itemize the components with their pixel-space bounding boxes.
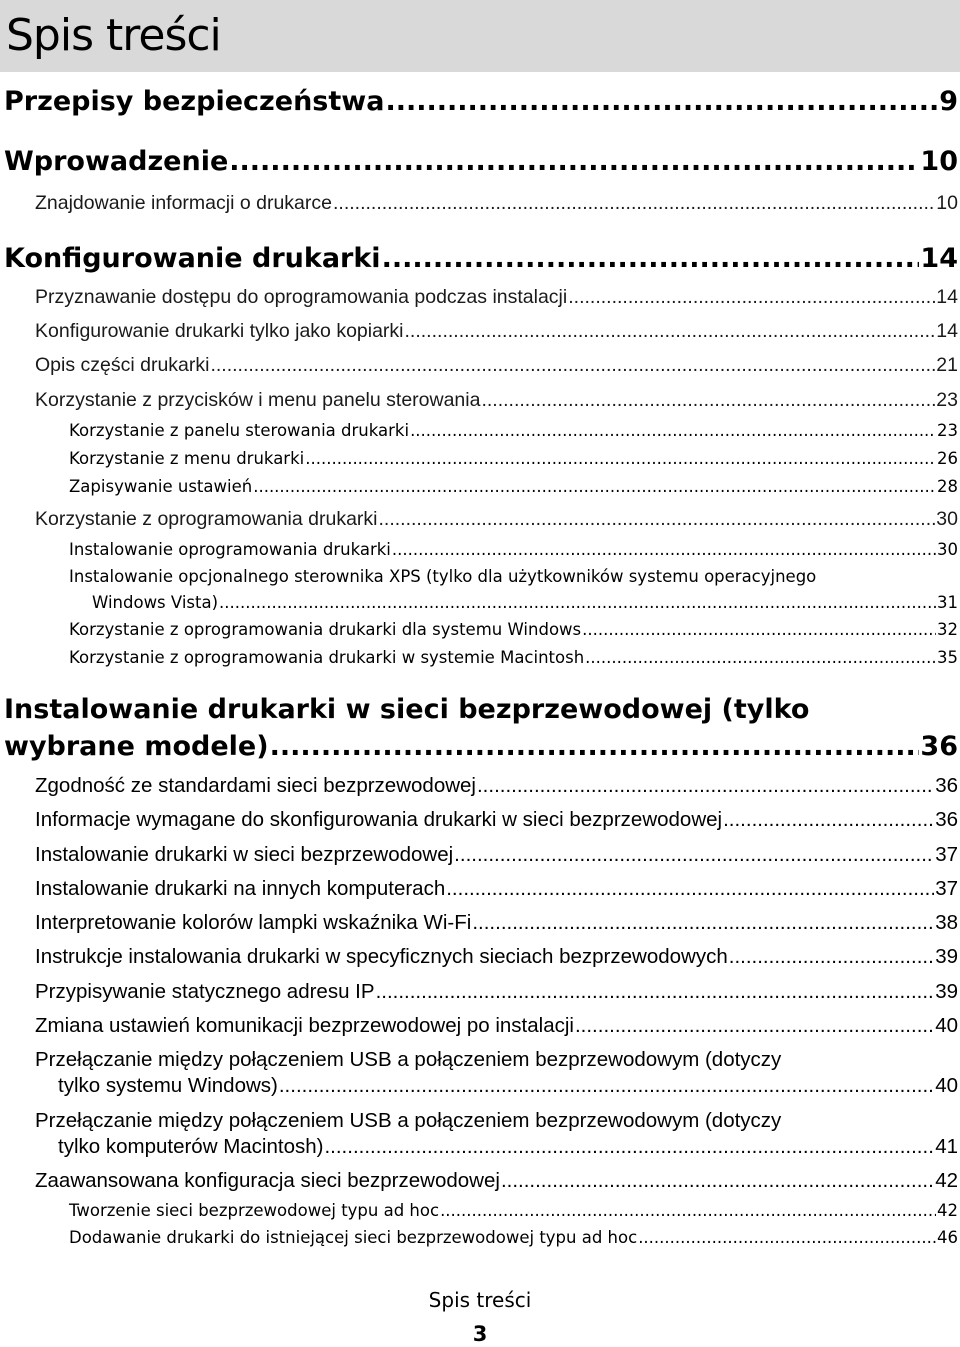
toc-page-number: 41 [935,1135,958,1158]
toc-section[interactable] [35,945,958,969]
toc-subsection[interactable] [69,449,958,468]
toc-page-number: 40 [935,1074,958,1097]
dot-leader [575,1014,934,1038]
dot-leader [440,1201,936,1220]
toc-entry-title: tylko systemu Windows) [58,1074,278,1097]
toc-subsection[interactable] [69,1201,958,1220]
toc-page-number: 23 [936,389,958,411]
toc-entry-title: Korzystanie z panelu sterowania drukarki [69,421,410,440]
toc-page-number: 32 [937,620,958,639]
dot-leader [219,593,936,612]
dot-leader [477,774,934,798]
toc-page-number: 28 [937,477,958,496]
toc-page-number: 10 [920,146,958,177]
toc-page-number: 42 [935,1169,958,1192]
dot-leader [729,945,934,969]
dot-leader [472,911,934,935]
toc-chapter[interactable] [4,731,958,762]
dot-leader [501,1169,934,1193]
toc-entry-title: Korzystanie z przycisków i menu panelu sterowania [35,389,481,411]
dot-leader [210,354,935,377]
toc-entry-title: Konfigurowanie drukarki tylko jako kopiarki [35,320,404,342]
toc-chapter[interactable] [4,146,958,177]
toc-entry-title: Instrukcje instalowania drukarki w specyficznych sieciach bezprzewodowych [35,945,728,968]
toc-chapter-title-line1: Instalowanie drukarki w sieci bezprzewodowej (tylko [4,694,810,725]
toc-section[interactable] [58,1074,958,1098]
toc-page-number: 39 [935,980,958,1003]
toc-entry-title: wybrane modele) [4,731,269,762]
dot-leader [723,808,934,832]
toc-page-number: 37 [935,843,958,866]
toc-entry-title-line1: Przełączanie między połączeniem USB a połączeniem bezprzewodowym (dotyczy [35,1109,782,1132]
toc-subsection[interactable] [69,648,958,667]
toc-page-number: 30 [936,508,958,530]
toc-entry-title: Przyznawanie dostępu do oprogramowania podczas instalacji [35,286,568,308]
toc-section[interactable] [35,389,958,412]
page-title: Spis treści [6,10,221,61]
dot-leader [270,731,920,762]
toc-section[interactable] [35,808,958,832]
toc-entry-title: Dodawanie drukarki do istniejącej sieci bezprzewodowej typu ad hoc [69,1228,638,1247]
toc-section[interactable] [35,774,958,798]
dot-leader [279,1074,934,1098]
dot-leader [305,449,936,468]
toc-entry-title: Korzystanie z oprogramowania drukarki [35,508,378,530]
toc-entry-title-line1: Przełączanie między połączeniem USB a połączeniem bezprzewodowym (dotyczy [35,1048,782,1071]
toc-entry-title: Zaawansowana konfiguracja sieci bezprzewodowej [35,1169,500,1192]
toc-entry-title: Instalowanie drukarki w sieci bezprzewodowej [35,843,454,866]
toc-page-number: 31 [937,593,958,612]
dot-leader [638,1228,936,1247]
toc-chapter[interactable] [4,86,958,117]
toc-subsection[interactable] [92,593,958,612]
toc-entry-title: Zmiana ustawień komunikacji bezprzewodowej po instalacji [35,1014,574,1037]
toc-page-number: 38 [935,911,958,934]
toc-subsection[interactable] [69,1228,958,1247]
toc-page-number: 37 [935,877,958,900]
toc-subsection[interactable] [69,620,958,639]
toc-section[interactable] [35,354,958,377]
dot-leader [385,86,938,117]
toc-section[interactable] [35,980,958,1004]
toc-entry-title: Przepisy bezpieczeństwa [4,86,385,117]
toc-subsection[interactable] [69,477,958,496]
toc-subsection[interactable] [69,540,958,559]
toc-entry-title: Informacje wymagane do skonfigurowania drukarki w sieci bezprzewodowej [35,808,723,831]
toc-entry-title: Interpretowanie kolorów lampki wskaźnika Wi-Fi [35,911,472,934]
dot-leader [585,648,936,667]
footer-label: Spis treści [428,1288,532,1312]
dot-leader [582,620,936,639]
toc-section[interactable] [35,320,958,343]
toc-section[interactable] [35,843,958,867]
toc-entry-title: Opis części drukarki [35,354,210,376]
dot-leader [392,540,936,559]
footer-page-number: 3 [472,1322,488,1346]
toc-entry-title: Korzystanie z oprogramowania drukarki dla systemu Windows [69,620,582,639]
toc-section[interactable] [35,911,958,935]
toc-section[interactable] [58,1135,958,1159]
toc-entry-title: Windows Vista) [92,593,219,612]
dot-leader [382,243,920,274]
toc-entry-title: Instalowanie drukarki na innych komputerach [35,877,446,900]
toc-page-number: 35 [937,648,958,667]
dot-leader [253,477,936,496]
toc-page-number: 14 [936,286,958,308]
toc-entry-title: Konfigurowanie drukarki [4,243,381,274]
toc-chapter[interactable] [4,243,958,274]
toc-section[interactable] [35,1169,958,1193]
toc-page-number: 46 [937,1228,958,1247]
toc-page-number: 10 [936,192,958,214]
dot-leader [405,320,936,343]
toc-entry-title: tylko komputerów Macintosh) [58,1135,324,1158]
toc-page-number: 26 [937,449,958,468]
dot-leader [481,389,935,412]
toc-page-number: 23 [937,421,958,440]
toc-entry-title: Zgodność ze standardami sieci bezprzewodowej [35,774,476,797]
dot-leader [324,1135,934,1159]
toc-entry-title: Korzystanie z menu drukarki [69,449,305,468]
toc-page-number: 9 [939,86,958,117]
dot-leader [568,286,935,309]
toc-page-number: 30 [937,540,958,559]
toc-page-number: 14 [936,320,958,342]
toc-section[interactable] [35,877,958,901]
toc-entry-title: Zapisywanie ustawień [69,477,253,496]
dot-leader [410,421,936,440]
toc-page-number: 36 [920,731,958,762]
toc-entry-title: Instalowanie oprogramowania drukarki [69,540,391,559]
toc-section[interactable] [35,1014,958,1038]
dot-leader [333,192,935,215]
toc-page-number: 36 [935,808,958,831]
toc-page-number: 21 [936,354,958,376]
toc-section[interactable] [35,508,958,531]
dot-leader [446,877,934,901]
toc-page-number: 40 [935,1014,958,1037]
dot-leader [379,508,936,531]
dot-leader [376,980,935,1004]
toc-section[interactable] [35,192,958,215]
dot-leader [229,146,919,177]
toc-entry-title-line1: Instalowanie opcjonalnego sterownika XPS (tylko dla użytkowników systemu operacyjnego [69,567,817,586]
toc-entry-title: Znajdowanie informacji o drukarce [35,192,332,214]
toc-page-number: 14 [920,243,958,274]
toc-section[interactable] [35,286,958,309]
toc-entry-title: Przypisywanie statycznego adresu IP [35,980,375,1003]
toc-page-number: 42 [937,1201,958,1220]
toc-page-number: 39 [935,945,958,968]
toc-entry-title: Tworzenie sieci bezprzewodowej typu ad hoc [69,1201,440,1220]
toc-entry-title: Korzystanie z oprogramowania drukarki w systemie Macintosh [69,648,585,667]
dot-leader [454,843,934,867]
title-bar [0,0,960,72]
toc-subsection[interactable] [69,421,958,440]
toc-entry-title: Wprowadzenie [4,146,229,177]
toc-page-number: 36 [935,774,958,797]
